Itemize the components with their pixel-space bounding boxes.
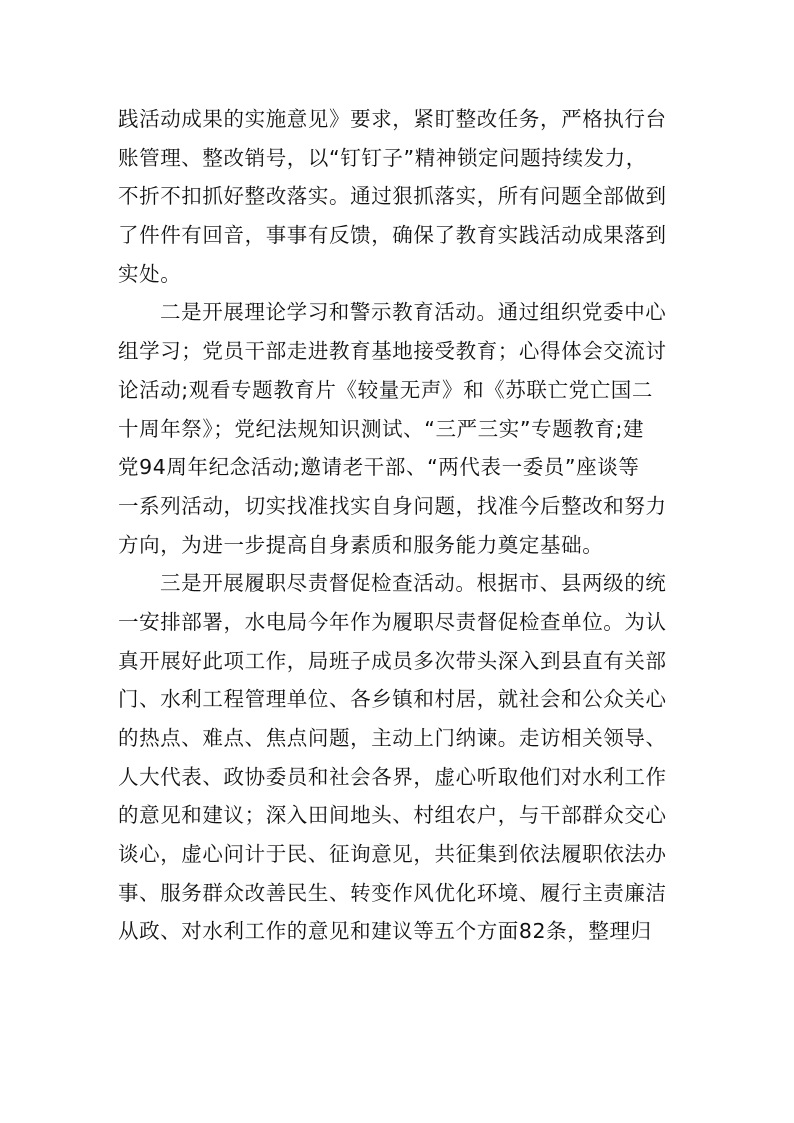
text-line: 十周年祭》；党纪法规知识测试、“三严三实”专题教育;建 xyxy=(118,416,645,441)
text-line: 方向，为进一步提高自身素质和服务能力奠定基础。 xyxy=(118,532,604,557)
text-line: 一系列活动，切实找准找实自身问题，找准今后整改和努力 xyxy=(118,493,667,518)
text-line: 谈心，虚心问计于民、征询意见，共征集到依法履职依法办 xyxy=(118,842,667,867)
paragraph-start-line: 三是开展履职尽责督促检查活动。根据市、县两级的统 xyxy=(160,571,667,596)
text-line: 门、水利工程管理单位、各乡镇和村居，就社会和公众关心 xyxy=(118,687,667,712)
text-line: 一安排部署，水电局今年作为履职尽责督促检查单位。为认 xyxy=(118,609,667,634)
text-line: 践活动成果的实施意见》要求，紧盯整改任务，严格执行台 xyxy=(118,107,667,131)
text-line: 事、服务群众改善民生、转变作风优化环境、履行主责廉洁 xyxy=(118,880,667,905)
text-line: 党94周年纪念活动;邀请老干部、“两代表一委员”座谈等 xyxy=(118,455,640,480)
text-line: 的热点、难点、焦点问题，主动上门纳谏。走访相关领导、 xyxy=(118,726,667,750)
text-line: 人大代表、政协委员和社会各界，虚心听取他们对水利工作 xyxy=(118,764,667,789)
text-line: 实处。 xyxy=(118,261,182,286)
text-line: 的意见和建议；深入田间地头、村组农户，与干部群众交心 xyxy=(118,803,667,828)
text-line: 论活动;观看专题教育片《较量无声》和《苏联亡党亡国二 xyxy=(118,377,654,402)
text-line: 组学习；党员干部走进教育基地接受教育；心得体会交流讨 xyxy=(118,339,667,364)
body-text xyxy=(118,100,686,951)
text-line: 真开展好此项工作，局班子成员多次带头深入到县直有关部 xyxy=(118,648,667,673)
text-line: 从政、对水利工作的意见和建议等五个方面82条，整理归 xyxy=(118,919,652,944)
text-line: 了件件有回音，事事有反馈，确保了教育实践活动成果落到 xyxy=(118,223,667,248)
text-line: 账管理、整改销号，以“钉钉子”精神锁定问题持续发力， xyxy=(118,145,647,170)
paragraph-start-line: 二是开展理论学习和警示教育活动。通过组织党委中心 xyxy=(160,300,667,325)
text-line: 不折不扣抓好整改落实。通过狠抓落实，所有问题全部做到 xyxy=(118,184,667,209)
